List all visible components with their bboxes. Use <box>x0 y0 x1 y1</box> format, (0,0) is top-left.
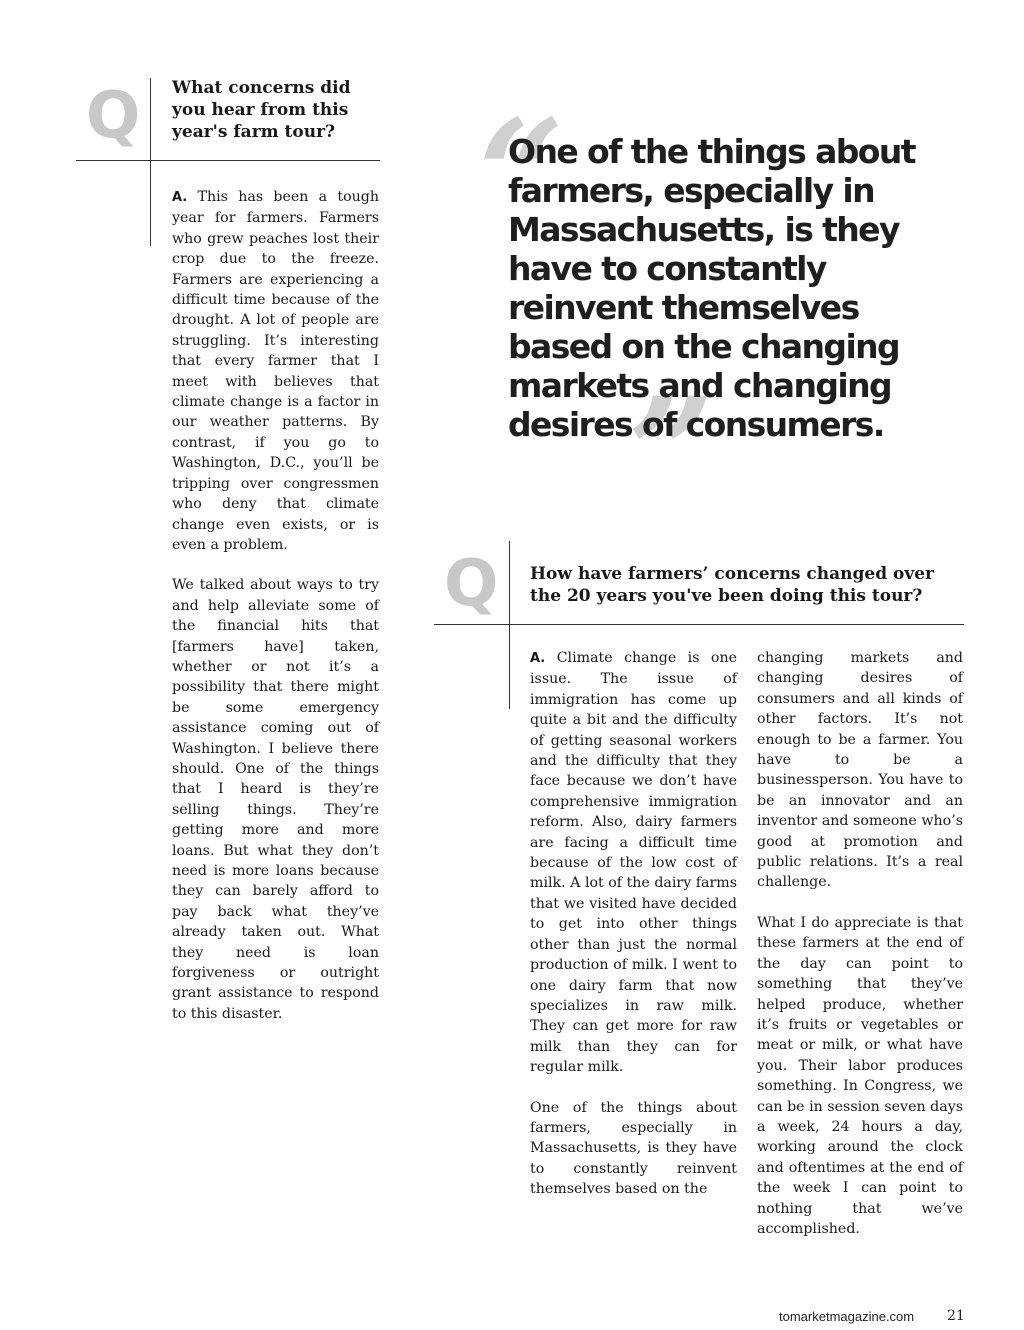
q2-answer-lead: A. <box>530 651 546 666</box>
q2-horizontal-rule <box>434 624 964 625</box>
q2-answer-para3: changing markets and changing desires of consumers and all kinds of other factors. It’s not enough to be a farmer. You have to be a businessperson. You have to be an innovator and an inventor and someone who’s good at promotion and public relations. It’s a real challenge. <box>757 650 963 891</box>
q2-answer-column-1 <box>530 648 737 1220</box>
q2-answer-column-2 <box>757 648 963 1259</box>
footer-site: tomarketmagazine.com <box>779 1309 915 1324</box>
pullquote-open-mark: “ <box>478 87 565 263</box>
q1-answer-para1 <box>172 187 379 555</box>
q1-vertical-rule <box>150 78 151 246</box>
q2-marker: Q <box>444 547 499 621</box>
page-number: 21 <box>947 1308 965 1324</box>
q2-answer-para1 <box>530 648 737 1078</box>
q2-answer-para4: What I do appreciate is that these farmers at the end of the day can point to something that they’ve helped produce, whether it’s fruits or vegetables or meat or milk, or what have you. Their labor produces something. In Congress, we can be in session seven days a week, 24 hours a day, working around the clock and oftentimes at the end of the week I can point to nothing that we’ve accomplished. <box>757 914 963 1237</box>
q2-vertical-rule <box>509 541 510 709</box>
q1-horizontal-rule <box>76 160 380 161</box>
pullquote-text: One of the things about farmers, especially in Massachusetts, is they have to constantly reinvent themselves based on the changing markets and changing desires of consumers. <box>508 132 915 444</box>
q1-answer-lead: A. <box>172 190 188 205</box>
q1-answer-para2: We talked about ways to try and help alleviate some of the financial hits that [farmers have] taken, whether or not it’s a possibility that there might be some emergency assistance coming out of Washington. I believe there should. One of the things that I heard is they’re selling things. They’re getting more and more loans. But what they don’t need is more loans because they can barely afford to pay back what they’ve already taken out. What they need is loan forgiveness or outright grant assistance to respond to this disaster. <box>172 577 379 1022</box>
q2-question: How have farmers’ concerns changed over the 20 years you've been doing this tour? <box>530 564 934 606</box>
q1-question: What concerns did you hear from this year's farm tour? <box>172 78 351 142</box>
q1-answer-text1: This has been a tough year for farmers. Farmers who grew peaches lost their crop due to the freeze. Farmers are experiencing a difficult time because of the drought. A lot of people are struggling. It’s interesting that every farmer that I meet with believes that climate change is a factor in our weather patterns. By contrast, if you go to Washington, D.C., you’ll be tripping over congressmen who deny that climate change even exists, or is even a problem. <box>172 189 379 553</box>
q1-marker: Q <box>86 79 141 153</box>
pullquote-close-mark: ” <box>628 365 715 541</box>
q2-answer-text1: Climate change is one issue. The issue of immigration has come up quite a bit and the difficulty of getting seasonal workers and the difficulty that they face because we don’t have comprehensive immigration reform. Also, dairy farmers are facing a difficult time because of the low cost of milk. A lot of the dairy farms that we visited have decided to get into other things other than just the normal production of milk. I went to one dairy farm that now specializes in raw milk. They can get more for raw milk than they can for regular milk. <box>530 650 737 1076</box>
q1-answer <box>172 187 379 1044</box>
q2-answer-para2: One of the things about farmers, especially in Massachusetts, is they have to constantly reinvent themselves based on the <box>530 1099 737 1198</box>
